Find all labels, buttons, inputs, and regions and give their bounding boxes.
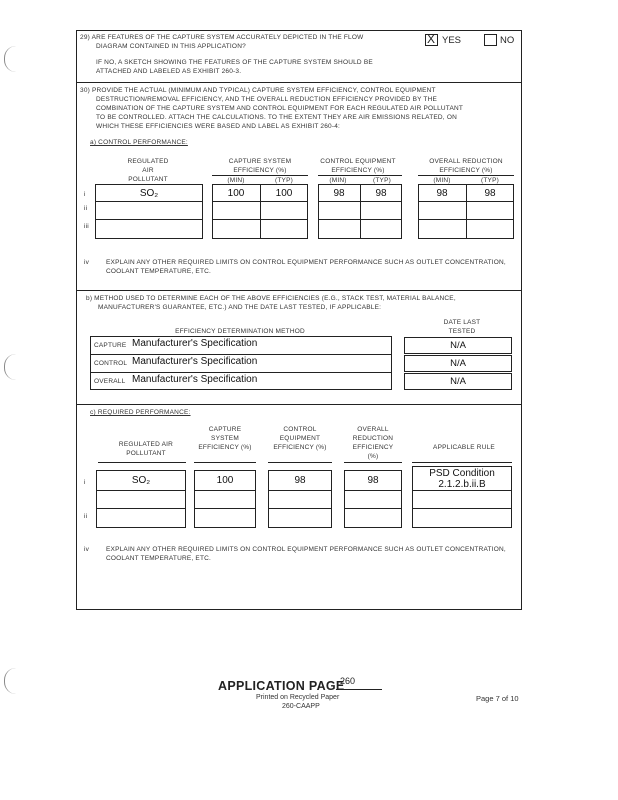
- b-row2-method[interactable]: Manufacturer's Specification: [132, 356, 258, 367]
- c-header-capture-2: SYSTEM: [211, 435, 239, 442]
- c-row1-pollutant[interactable]: SO₂: [131, 475, 151, 486]
- no-checkbox[interactable]: [484, 34, 497, 46]
- a-overall-row-line2: [418, 219, 514, 220]
- b-row1-label: CAPTURE: [94, 342, 127, 349]
- c-overall-row-line2: [344, 508, 402, 509]
- binder-hole-top: [4, 46, 17, 72]
- q29-line2: DIAGRAM CONTAINED IN THIS APPLICATION?: [96, 43, 246, 50]
- b-row3-method[interactable]: Manufacturer's Specification: [132, 374, 258, 385]
- a-overall-min-label: (MIN): [433, 177, 451, 184]
- c-explain-label: iv: [84, 546, 90, 553]
- binder-hole-bottom: [4, 668, 17, 694]
- a-overall-typ-label: (TYP): [481, 177, 499, 184]
- c-row1-rule-line2[interactable]: 2.1.2.b.ii.B: [438, 479, 486, 490]
- c-header-capture-3: EFFICIENCY (%): [198, 444, 252, 451]
- c-control-row-line2: [268, 508, 332, 509]
- b-row3-date: N/A: [450, 376, 466, 387]
- a-row1-capture-min[interactable]: 100: [227, 188, 245, 199]
- b-date-header-2: TESTED: [448, 328, 476, 335]
- c-rule-row-line2: [412, 508, 512, 509]
- c-explain-line1: EXPLAIN ANY OTHER REQUIRED LIMITS ON CONTROL EQUIPMENT PERFORMANCE SUCH AS OUTLET CONCENTRATION,: [106, 546, 506, 553]
- section-a-title: a) CONTROL PERFORMANCE:: [90, 139, 188, 146]
- footer-page-number: 260: [340, 676, 356, 686]
- yes-label: YES: [442, 35, 462, 46]
- c-row1-control[interactable]: 98: [294, 475, 306, 486]
- a-header-overall-2: EFFICIENCY (%): [439, 167, 493, 174]
- a-header-capture-2: EFFICIENCY (%): [233, 167, 287, 174]
- a-row-label-ii: ii: [84, 205, 88, 212]
- b-row2-date: N/A: [450, 358, 466, 369]
- a-header-pollutant-1: REGULATED: [127, 158, 169, 165]
- a-header-control-2: EFFICIENCY (%): [331, 167, 385, 174]
- c-capture-row-line1: [194, 490, 256, 491]
- footer-page-of: Page 7 of 10: [476, 694, 519, 703]
- b-method-row-line2: [90, 372, 392, 373]
- footer-recycled: Printed on Recycled Paper: [256, 694, 340, 701]
- no-label: NO: [500, 35, 515, 46]
- c-explain-line2: COOLANT TEMPERATURE, ETC.: [106, 555, 212, 562]
- a-row-label-i: i: [84, 191, 86, 198]
- c-control-row-line1: [268, 490, 332, 491]
- c-rule-row-line1: [412, 490, 512, 491]
- a-row1-capture-typ[interactable]: 100: [275, 188, 293, 199]
- section-c-title: c) REQUIRED PERFORMANCE:: [90, 409, 191, 416]
- a-pollutant-row-line2: [95, 219, 203, 220]
- c-control-underline: [268, 462, 332, 463]
- b-row2-label: CONTROL: [94, 360, 128, 367]
- a-explain-line2: COOLANT TEMPERATURE, ETC.: [106, 268, 212, 275]
- q30-line4: TO BE CONTROLLED. ATTACH THE CALCULATIONS. TO THE EXTENT THEY ARE AIR EMISSIONS RELATED, ON: [96, 114, 457, 121]
- a-header-pollutant-3: POLLUTANT: [128, 176, 168, 183]
- b-row1-date: N/A: [450, 340, 466, 351]
- c-header-control-2: EQUIPMENT: [279, 435, 321, 442]
- c-header-capture-1: CAPTURE: [208, 426, 242, 433]
- a-control-row-line2: [318, 219, 402, 220]
- c-header-overall-4: (%): [367, 453, 379, 460]
- b-row1-method[interactable]: Manufacturer's Specification: [132, 338, 258, 349]
- c-pollutant-row-line2: [96, 508, 186, 509]
- c-header-control-3: EFFICIENCY (%): [273, 444, 327, 451]
- a-control-row-line1: [318, 201, 402, 202]
- c-row1-overall[interactable]: 98: [367, 475, 379, 486]
- q29-line1: 29) ARE FEATURES OF THE CAPTURE SYSTEM ACCURATELY DEPICTED IN THE FLOW: [80, 34, 364, 41]
- c-row1-capture[interactable]: 100: [216, 475, 234, 486]
- a-capture-row-line2: [212, 219, 308, 220]
- q30-line1: 30) PROVIDE THE ACTUAL (MINIMUM AND TYPICAL) CAPTURE SYSTEM EFFICIENCY, CONTROL EQUIPMENT: [80, 87, 436, 94]
- a-capture-typ-label: (TYP): [275, 177, 293, 184]
- q30-line5: WHICH THESE EFFICIENCIES WERE BASED AND LABEL AS EXHIBIT 260-4:: [96, 123, 341, 130]
- a-pollutant-row-line1: [95, 201, 203, 202]
- footer-page-number-underline: [336, 689, 382, 690]
- a-header-overall-1: OVERALL REDUCTION: [429, 158, 503, 165]
- c-row-label-i: i: [84, 479, 86, 486]
- b-line1: b) METHOD USED TO DETERMINE EACH OF THE ABOVE EFFICIENCIES (E.G., STACK TEST, MATERIAL BALANCE,: [86, 295, 456, 302]
- c-overall-row-line1: [344, 490, 402, 491]
- divider-q29: [76, 82, 522, 83]
- c-header-overall-3: EFFICIENCY: [352, 444, 394, 451]
- a-explain-label: iv: [84, 259, 90, 266]
- a-capture-row-line1: [212, 201, 308, 202]
- b-row3-label: OVERALL: [94, 378, 126, 385]
- binder-hole-middle: [4, 354, 17, 380]
- a-header-pollutant-2: AIR: [142, 167, 154, 174]
- c-overall-underline: [344, 462, 402, 463]
- b-method-header: EFFICIENCY DETERMINATION METHOD: [175, 328, 305, 335]
- c-capture-row-line2: [194, 508, 256, 509]
- c-pollutant-underline: [98, 462, 186, 463]
- a-row1-control-typ[interactable]: 98: [375, 188, 387, 199]
- c-row-label-ii: ii: [84, 513, 88, 520]
- b-date-header-1: DATE LAST: [443, 319, 481, 326]
- c-header-overall-1: OVERALL: [357, 426, 389, 433]
- a-header-capture-1: CAPTURE SYSTEM: [228, 158, 292, 165]
- c-pollutant-row-line1: [96, 490, 186, 491]
- c-header-overall-2: REDUCTION: [352, 435, 394, 442]
- q29-note-line2: ATTACHED AND LABELED AS EXHIBIT 260-3.: [96, 68, 242, 75]
- a-header-control-1: CONTROL EQUIPMENT: [320, 158, 396, 165]
- a-row1-overall-min[interactable]: 98: [436, 188, 448, 199]
- a-row1-pollutant[interactable]: SO₂: [139, 188, 159, 199]
- c-header-pollutant-1: REGULATED AIR: [118, 441, 174, 448]
- a-row-label-iii: iii: [84, 223, 89, 230]
- footer-form-code: 260-CAAPP: [282, 703, 320, 710]
- b-method-row-line1: [90, 354, 392, 355]
- a-overall-row-line1: [418, 201, 514, 202]
- yes-checkbox[interactable]: [425, 34, 438, 46]
- b-line2: MANUFACTURER'S GUARANTEE, ETC.) AND THE DATE LAST TESTED, IF APPLICABLE:: [98, 304, 382, 311]
- c-header-pollutant-2: POLLUTANT: [126, 450, 166, 457]
- a-capture-min-label: (MIN): [227, 177, 245, 184]
- a-explain-line1: EXPLAIN ANY OTHER REQUIRED LIMITS ON CONTROL EQUIPMENT PERFORMANCE SUCH AS OUTLET CONCENTRATION,: [106, 259, 506, 266]
- a-row1-overall-typ[interactable]: 98: [484, 188, 496, 199]
- q30-line3: COMBINATION OF THE CAPTURE SYSTEM AND CONTROL EQUIPMENT FOR EACH REGULATED AIR POLLUTANT: [96, 105, 464, 112]
- q29-note-line1: IF NO, A SKETCH SHOWING THE FEATURES OF THE CAPTURE SYSTEM SHOULD BE: [96, 59, 373, 66]
- a-row1-control-min[interactable]: 98: [333, 188, 345, 199]
- a-control-min-label: (MIN): [329, 177, 347, 184]
- c-header-control-1: CONTROL: [283, 426, 317, 433]
- footer-application-page: APPLICATION PAGE: [218, 679, 345, 693]
- c-rule-underline: [412, 462, 512, 463]
- a-control-typ-label: (TYP): [373, 177, 391, 184]
- divider-section-a: [76, 290, 522, 291]
- divider-section-b: [76, 404, 522, 405]
- c-row1-rule-line1[interactable]: PSD Condition: [429, 468, 495, 479]
- yes-check-mark: X: [427, 32, 436, 46]
- c-header-rule: APPLICABLE RULE: [433, 444, 495, 451]
- c-capture-underline: [194, 462, 256, 463]
- q30-line2: DESTRUCTION/REMOVAL EFFICIENCY, AND THE OVERALL REDUCTION EFFICIENCY PROVIDED BY THE: [96, 96, 438, 103]
